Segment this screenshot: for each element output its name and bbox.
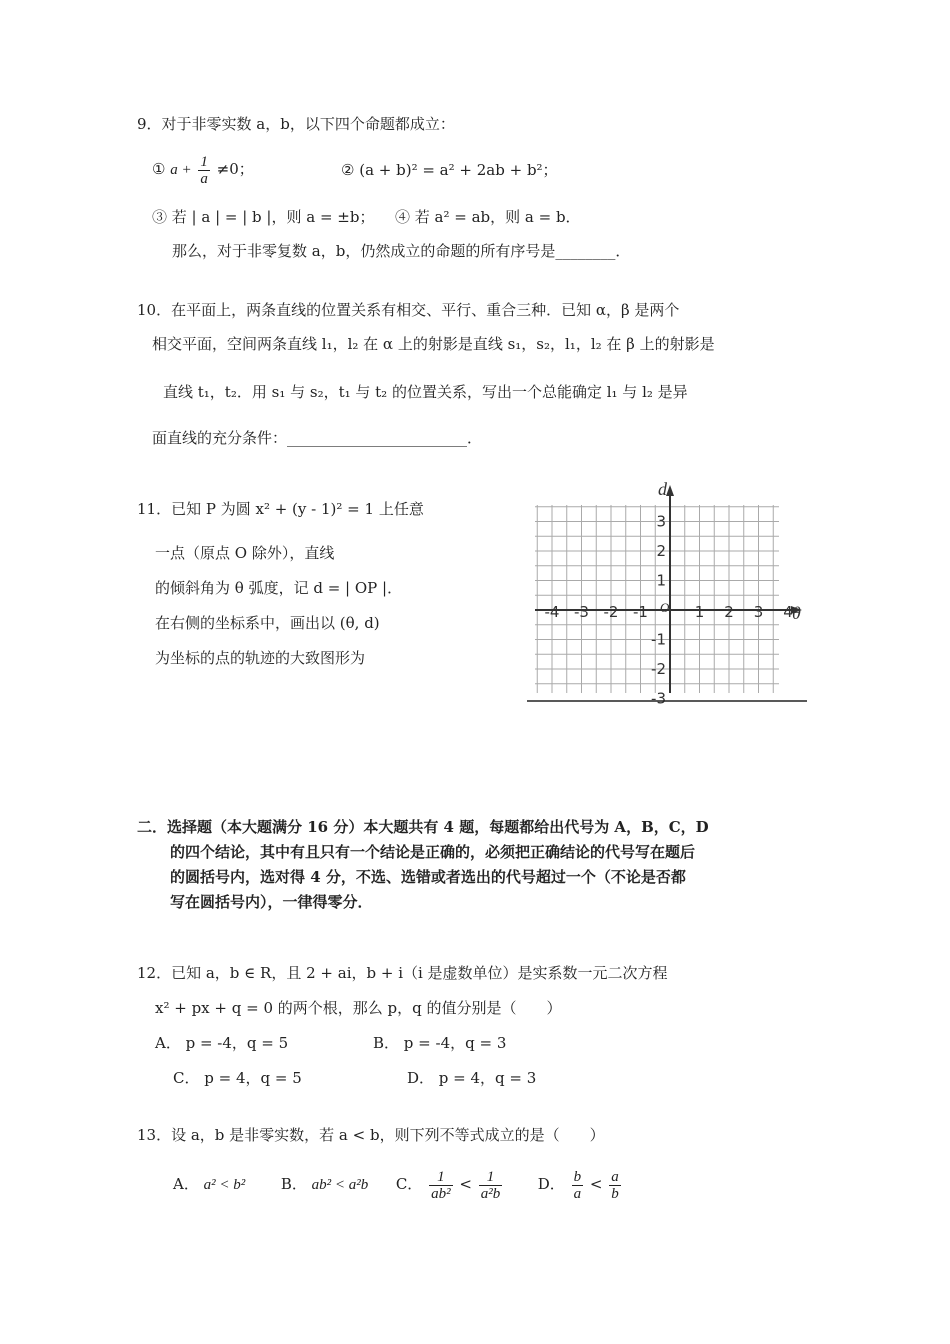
q13-option-d-frac-1: $\frac{b}{a}$ [573, 1168, 582, 1202]
q13-option-c-frac-1: $\frac{1}{\text{ab²}}$ [431, 1168, 451, 1202]
q9-item-3: ③ 若 | a | = | b |，则 a = ±b； [152, 208, 375, 226]
q12-option-a: A． p = -4，q = 5 [155, 1034, 289, 1052]
x-tick-label: -2 [603, 603, 619, 621]
q13-option-d-frac-2: $\frac{a}{b}$ [611, 1168, 619, 1202]
section-2-line-4: 写在圆括号内），一律得零分． [170, 893, 373, 911]
tick-labels [545, 479, 801, 707]
q13-option-a-expr: a² < b² [203, 1177, 246, 1193]
q11-line-3: 的倾斜角为 θ 弧度，记 d = | OP |． [155, 579, 403, 597]
y-tick-label: -2 [651, 660, 666, 678]
q12-option-d: D． p = 4，q = 3 [407, 1069, 537, 1087]
q13-option-c-label: C． [395, 1175, 423, 1193]
y-tick-label: -3 [651, 689, 666, 707]
x-tick-label: 4 [783, 603, 793, 621]
q9-item-4: ④ 若 a² = ab，则 a = b． [395, 208, 581, 226]
q12-line-2: x² + px + q = 0 的两个根，那么 p，q 的值分别是（ ） [155, 999, 562, 1017]
x-tick-label: -4 [544, 603, 560, 621]
q11-line-1: 11．已知 P 为圆 x² + (y - 1)² = 1 上任意 [137, 500, 424, 518]
origin-label: O [660, 600, 670, 615]
q13-option-d-label: D． [537, 1175, 565, 1193]
q10-line-3: 直线 t₁，t₂．用 s₁ 与 s₂，t₁ 与 t₂ 的位置关系，写出一个总能确定 l₁ 与 l₂ 是异 [163, 383, 688, 401]
q11-line-4: 在右侧的坐标系中，画出以 (θ, d) [155, 614, 380, 632]
q10-line-4: 面直线的充分条件：________________________． [152, 429, 483, 447]
q13-option-b-expr: ab² < a²b [311, 1177, 369, 1193]
x-tick-label: -3 [574, 603, 589, 621]
section-2-line-1: 二．选择题（本大题满分 16 分）本大题共有 4 题，每题都给出代号为 A，B，C，D [137, 818, 709, 836]
q10-line-1: 10．在平面上，两条直线的位置关系有相交、平行、重合三种．已知 α，β 是两个 [137, 301, 680, 319]
q9-item-1-expr: a + [170, 162, 192, 178]
y-axis-arrow [666, 485, 674, 496]
q9-item-1-tail: ≠0； [216, 160, 254, 178]
y-axis-label: d [658, 479, 667, 499]
x-tick-label: -1 [633, 603, 648, 621]
q13-line-1: 13．设 a，b 是非零实数，若 a < b，则下列不等式成立的是（ ） [137, 1126, 605, 1144]
section-2-line-3: 的圆括号内，选对得 4 分，不选、选错或者选出的代号超过一个（不论是否都 [170, 868, 686, 886]
y-tick-label: -1 [651, 630, 666, 649]
axes [535, 485, 802, 693]
q12-line-1: 12．已知 a，b ∈ R，且 2 + ai，b + i（i 是虚数单位）是实系数一元二次方程 [137, 964, 668, 982]
q9-question: 那么，对于非零复数 a，b，仍然成立的命题的所有序号是________． [172, 242, 631, 260]
q13-option-a-label: A． [173, 1175, 199, 1193]
q13-option-c-lt: < [459, 1175, 472, 1193]
q9-intro: 9．对于非零实数 a，b，以下四个命题都成立： [137, 115, 455, 133]
q11-line-5: 为坐标的点的轨迹的大致图形为 [155, 649, 366, 667]
q9-item-1-fraction: $\frac{1}{a}$ [200, 153, 208, 187]
x-tick-label: 1 [694, 603, 705, 621]
x-axis-label: θ [792, 603, 801, 623]
q11-line-2: 一点（原点 O 除外），直线 [155, 544, 335, 562]
x-tick-label: 2 [724, 603, 734, 621]
q9-item-2: ② (a + b)² = a² + 2ab + b²； [341, 161, 558, 179]
q13-option-d-lt: < [589, 1175, 603, 1193]
y-tick-label: 2 [656, 542, 666, 560]
section-2-line-2: 的四个结论，其中有且只有一个结论是正确的，必须把正确结论的代号写在题后 [170, 843, 696, 861]
q9-item-1-label: ① [152, 160, 166, 178]
coordinate-grid-chart [527, 477, 817, 707]
y-tick-label: 1 [656, 571, 666, 590]
q13-option-c-frac-2: $\frac{1}{\text{a²b}}$ [480, 1168, 501, 1202]
q12-option-b: B． p = -4，q = 3 [373, 1034, 507, 1052]
y-tick-label: 3 [656, 512, 666, 531]
q10-line-2: 相交平面，空间两条直线 l₁，l₂ 在 α 上的射影是直线 s₁，s₂，l₁，l₂ 在 β 上的射影是 [152, 335, 715, 353]
q12-option-c: C． p = 4，q = 5 [173, 1069, 302, 1087]
x-tick-label: 3 [753, 603, 764, 621]
q13-option-b-label: B． [280, 1175, 307, 1193]
q9-item-1 [152, 151, 254, 188]
q13-options [173, 1162, 623, 1207]
